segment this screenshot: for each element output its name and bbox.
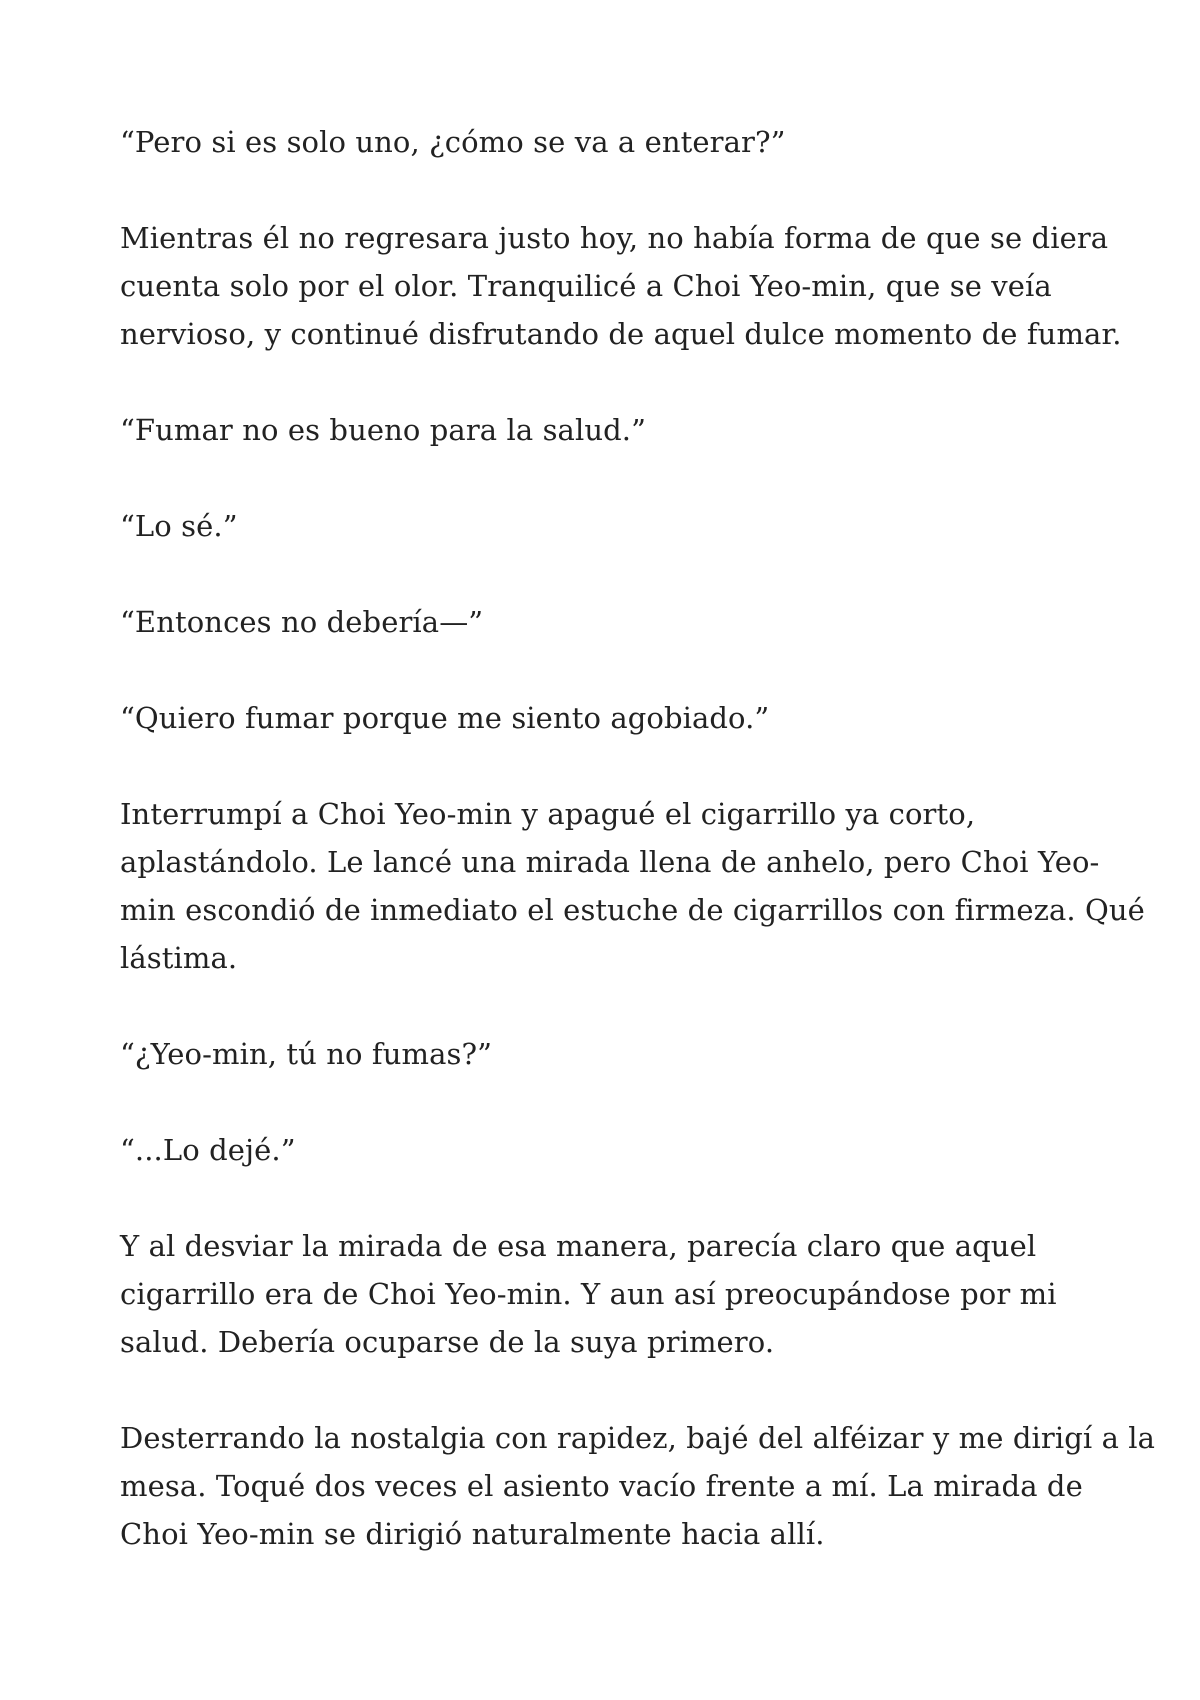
paragraph-2 <box>120 214 1122 358</box>
paragraph-10 <box>120 1222 1090 1366</box>
text-line: “Quiero fumar porque me siento agobiado.” <box>120 701 770 735</box>
paragraph-4 <box>120 502 1090 550</box>
text-line: salud. Debería ocuparse de la suya primero. <box>120 1325 775 1359</box>
paragraph-8 <box>120 1030 1090 1078</box>
text-line: Mientras él no regresara justo hoy, no había forma de que se diera <box>120 221 1109 255</box>
paragraph-11 <box>120 1414 1156 1558</box>
text-line: min escondió de inmediato el estuche de cigarrillos con firmeza. Qué <box>120 893 1145 927</box>
text-line: “Entonces no debería—” <box>120 605 484 639</box>
paragraph-1 <box>120 118 1090 166</box>
text-line: cigarrillo era de Choi Yeo-min. Y aun así preocupándose por mi <box>120 1277 1057 1311</box>
paragraph-3 <box>120 406 1090 454</box>
text-line: “Pero si es solo uno, ¿cómo se va a enterar?” <box>120 125 786 159</box>
text-line: Interrumpí a Choi Yeo-min y apagué el cigarrillo ya corto, <box>120 797 976 831</box>
text-line: “Lo sé.” <box>120 509 238 543</box>
text-line: “Fumar no es bueno para la salud.” <box>120 413 647 447</box>
paragraph-7 <box>120 790 1145 982</box>
text-line: Desterrando la nostalgia con rapidez, bajé del alféizar y me dirigí a la <box>120 1421 1156 1455</box>
text-line: cuenta solo por el olor. Tranquilicé a Choi Yeo-min, que se veía <box>120 269 1052 303</box>
text-line: mesa. Toqué dos veces el asiento vacío frente a mí. La mirada de <box>120 1469 1083 1503</box>
text-line: lástima. <box>120 941 238 975</box>
paragraph-9 <box>120 1126 1090 1174</box>
body-text <box>120 118 1156 1558</box>
text-line: “¿Yeo-min, tú no fumas?” <box>120 1037 493 1071</box>
text-line: Y al desviar la mirada de esa manera, parecía claro que aquel <box>120 1229 1037 1263</box>
paragraph-6 <box>120 694 1090 742</box>
text-line: “...Lo dejé.” <box>120 1133 296 1167</box>
paragraph-5 <box>120 598 1090 646</box>
text-line: aplastándolo. Le lancé una mirada llena de anhelo, pero Choi Yeo- <box>120 845 1100 879</box>
text-line: nervioso, y continué disfrutando de aquel dulce momento de fumar. <box>120 317 1122 351</box>
text-line: Choi Yeo-min se dirigió naturalmente hacia allí. <box>120 1517 825 1551</box>
